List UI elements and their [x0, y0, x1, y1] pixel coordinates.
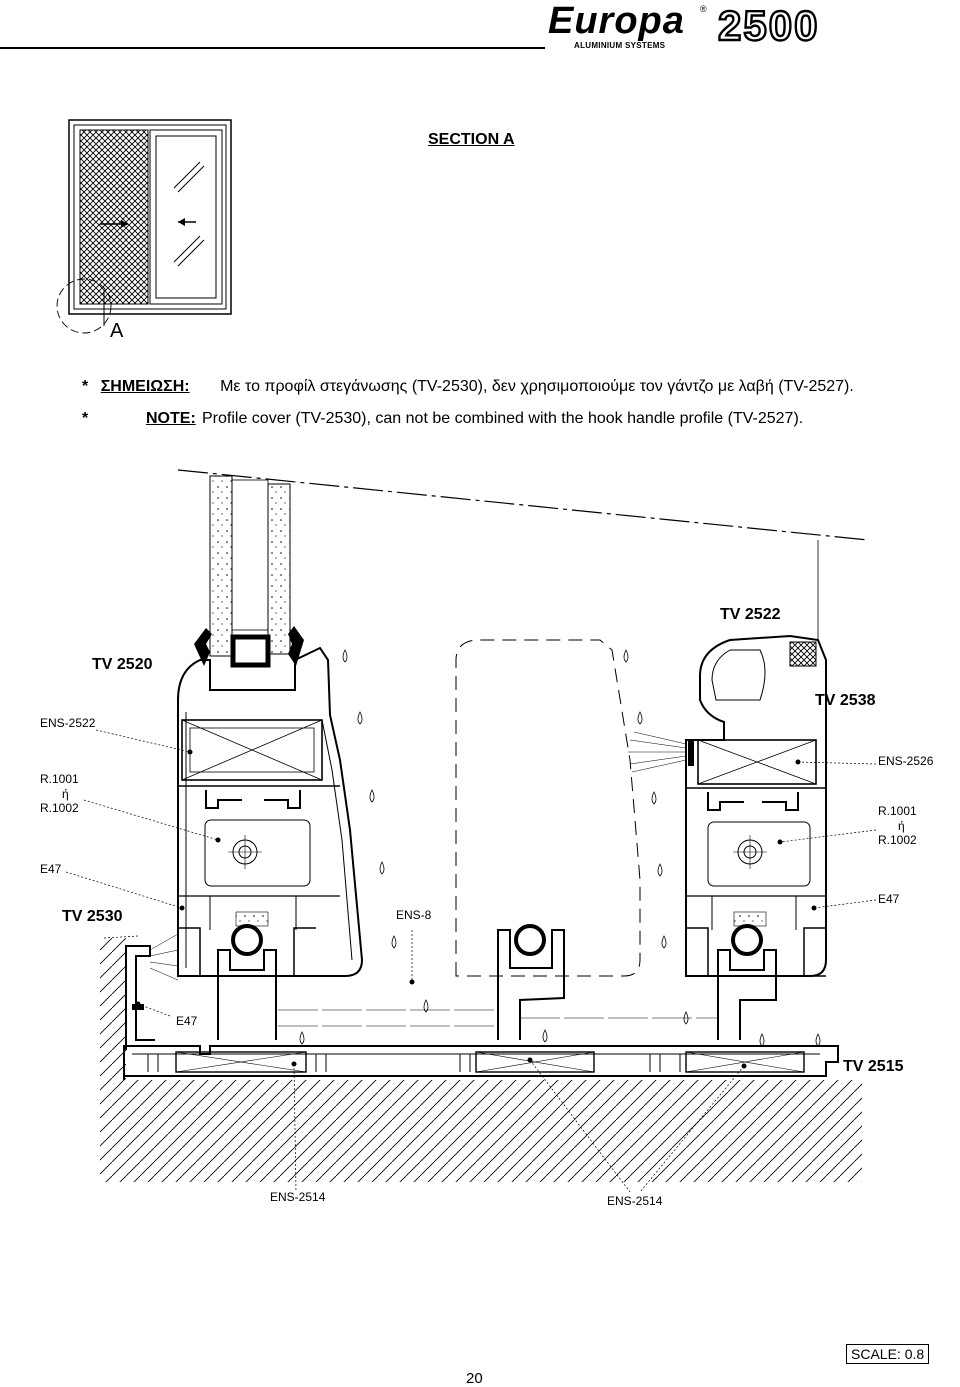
- label-ens2526: ENS-2526: [878, 754, 934, 768]
- label-or-right: ή: [898, 819, 905, 833]
- note-star: *: [82, 378, 89, 395]
- water-drops: [300, 650, 820, 1046]
- note-star: *: [82, 410, 89, 427]
- page-number: 20: [466, 1370, 483, 1387]
- label-ens8: ENS-8: [396, 908, 432, 922]
- note-greek: [82, 378, 854, 396]
- profile-cover-tv2530: [126, 934, 178, 1050]
- label-r1002-left: R.1002: [40, 801, 79, 815]
- right-sash-tv2522: [628, 636, 826, 976]
- section-marker-label: A: [110, 320, 124, 342]
- scale-box: SCALE: 0.8: [846, 1344, 929, 1364]
- label-e47-bottom: E47: [176, 1014, 198, 1028]
- note-key: ΣΗΜΕΙΩΣΗ:: [100, 378, 190, 395]
- label-tv2520: TV 2520: [92, 656, 153, 673]
- label-tv2530: TV 2530: [62, 908, 123, 925]
- label-ens2514-left: ENS-2514: [270, 1190, 326, 1204]
- label-tv2515: TV 2515: [843, 1058, 904, 1075]
- frame-tv2515: [124, 1010, 838, 1080]
- ground-hatch: [100, 1080, 862, 1182]
- note-text: Profile cover (TV-2530), can not be combined with the hook handle profile (TV-2527).: [202, 410, 804, 427]
- ground-hatch-left: [100, 938, 126, 1080]
- section-title: SECTION A: [428, 131, 515, 148]
- label-ens2522: ENS-2522: [40, 716, 96, 730]
- label-e47-right: E47: [878, 892, 900, 906]
- brand-tagline: ALUMINIUM SYSTEMS: [574, 41, 666, 50]
- label-ens2514-right: ENS-2514: [607, 1194, 663, 1208]
- label-e47-left: E47: [40, 862, 62, 876]
- label-tv2522: TV 2522: [720, 606, 781, 623]
- note-text: Με το προφίλ στεγάνωσης (TV-2530), δεν χρησιμοποιούμε τον γάντζο με λαβή (TV-2527).: [220, 378, 854, 395]
- registered-mark: ®: [700, 4, 707, 14]
- note-english: [82, 410, 804, 428]
- glass-pane: [210, 476, 290, 656]
- window-thumbnail: [57, 120, 231, 333]
- series-number: 2500: [718, 2, 820, 49]
- left-sash-tv2520: [178, 648, 362, 976]
- label-tv2538: TV 2538: [815, 692, 876, 709]
- label-r1002-right: R.1002: [878, 833, 917, 847]
- label-or-left: ή: [62, 787, 69, 801]
- brand-name: Europa: [548, 0, 685, 42]
- label-r1001-right: R.1001: [878, 804, 917, 818]
- label-r1001-left: R.1001: [40, 772, 79, 786]
- note-key: NOTE:: [146, 410, 196, 427]
- frame-tracks: [178, 928, 826, 1040]
